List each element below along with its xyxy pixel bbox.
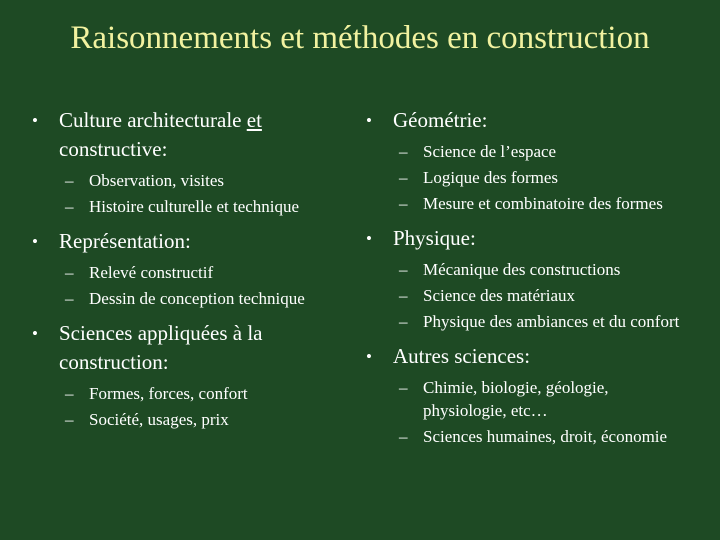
sub-item-text: Dessin de conception technique (89, 289, 305, 308)
sub-item (65, 408, 332, 431)
dash-icon: – (399, 312, 408, 331)
sub-item (399, 192, 686, 215)
bullet-label: Géométrie: (393, 108, 488, 132)
sub-item-text: Relevé constructif (89, 263, 214, 282)
sub-item-text: Logique des formes (423, 168, 559, 187)
left-column (32, 106, 332, 440)
dash-icon: – (399, 168, 408, 187)
bullet-icon: • (366, 111, 372, 130)
sub-item (399, 425, 686, 448)
sub-item (399, 258, 686, 281)
right-column (366, 106, 686, 457)
bullet-label: Sciences appliquées à la construction: (59, 321, 263, 374)
sub-item (65, 382, 332, 405)
bullet-physique (366, 224, 686, 253)
dash-icon: – (65, 289, 74, 308)
sub-list-sciences-appliquees (65, 382, 332, 431)
sub-item (399, 284, 686, 307)
sub-item (399, 376, 686, 422)
sub-item-text: Science des matériaux (423, 286, 575, 305)
dash-icon: – (65, 410, 74, 429)
sub-item-text: Observation, visites (89, 171, 225, 190)
sub-item (399, 140, 686, 163)
bullet-autres-sciences (366, 342, 686, 371)
bullet-icon: • (366, 229, 372, 248)
dash-icon: – (65, 263, 74, 282)
sub-item (65, 195, 332, 218)
dash-icon: – (65, 384, 74, 403)
bullet-label-post: constructive: (59, 137, 168, 161)
sub-item-text: Physique des ambiances et du confort (423, 312, 680, 331)
sub-item (65, 169, 332, 192)
bullet-label: Physique: (393, 226, 476, 250)
dash-icon: – (399, 194, 408, 213)
sub-item (65, 287, 332, 310)
bullet-sciences-appliquees (32, 319, 332, 377)
bullet-label-pre: Culture architecturale (59, 108, 247, 132)
sub-item (65, 261, 332, 284)
dash-icon: – (65, 171, 74, 190)
bullet-icon: • (32, 111, 38, 130)
bullet-icon: • (366, 347, 372, 366)
sub-item-text: Mécanique des constructions (423, 260, 621, 279)
sub-item-text: Histoire culturelle et technique (89, 197, 300, 216)
dash-icon: – (399, 286, 408, 305)
sub-item-text: Mesure et combinatoire des formes (423, 194, 663, 213)
bullet-label: Autres sciences: (393, 344, 531, 368)
sub-item (399, 310, 686, 333)
sub-item-text: Formes, forces, confort (89, 384, 248, 403)
dash-icon: – (399, 142, 408, 161)
sub-item-text: Science de l’espace (423, 142, 557, 161)
sub-item-text: Société, usages, prix (89, 410, 229, 429)
sub-item (399, 166, 686, 189)
sub-list-autres-sciences (399, 376, 686, 448)
bullet-label: Représentation: (59, 229, 191, 253)
bullet-label-emphasis: et (246, 108, 262, 132)
dash-icon: – (399, 427, 408, 446)
dash-icon: – (65, 197, 74, 216)
sub-item-text: Chimie, biologie, géologie, physiologie, etc… (423, 378, 609, 420)
bullet-culture (32, 106, 332, 164)
bullet-icon: • (32, 324, 38, 343)
dash-icon: – (399, 378, 408, 397)
bullet-geometrie (366, 106, 686, 135)
sub-list-physique (399, 258, 686, 333)
slide-title: Raisonnements et méthodes en construction (70, 20, 650, 56)
sub-list-geometrie (399, 140, 686, 215)
sub-list-representation (65, 261, 332, 310)
dash-icon: – (399, 260, 408, 279)
bullet-icon: • (32, 232, 38, 251)
sub-item-text: Sciences humaines, droit, économie (423, 427, 668, 446)
sub-list-culture (65, 169, 332, 218)
bullet-representation (32, 227, 332, 256)
